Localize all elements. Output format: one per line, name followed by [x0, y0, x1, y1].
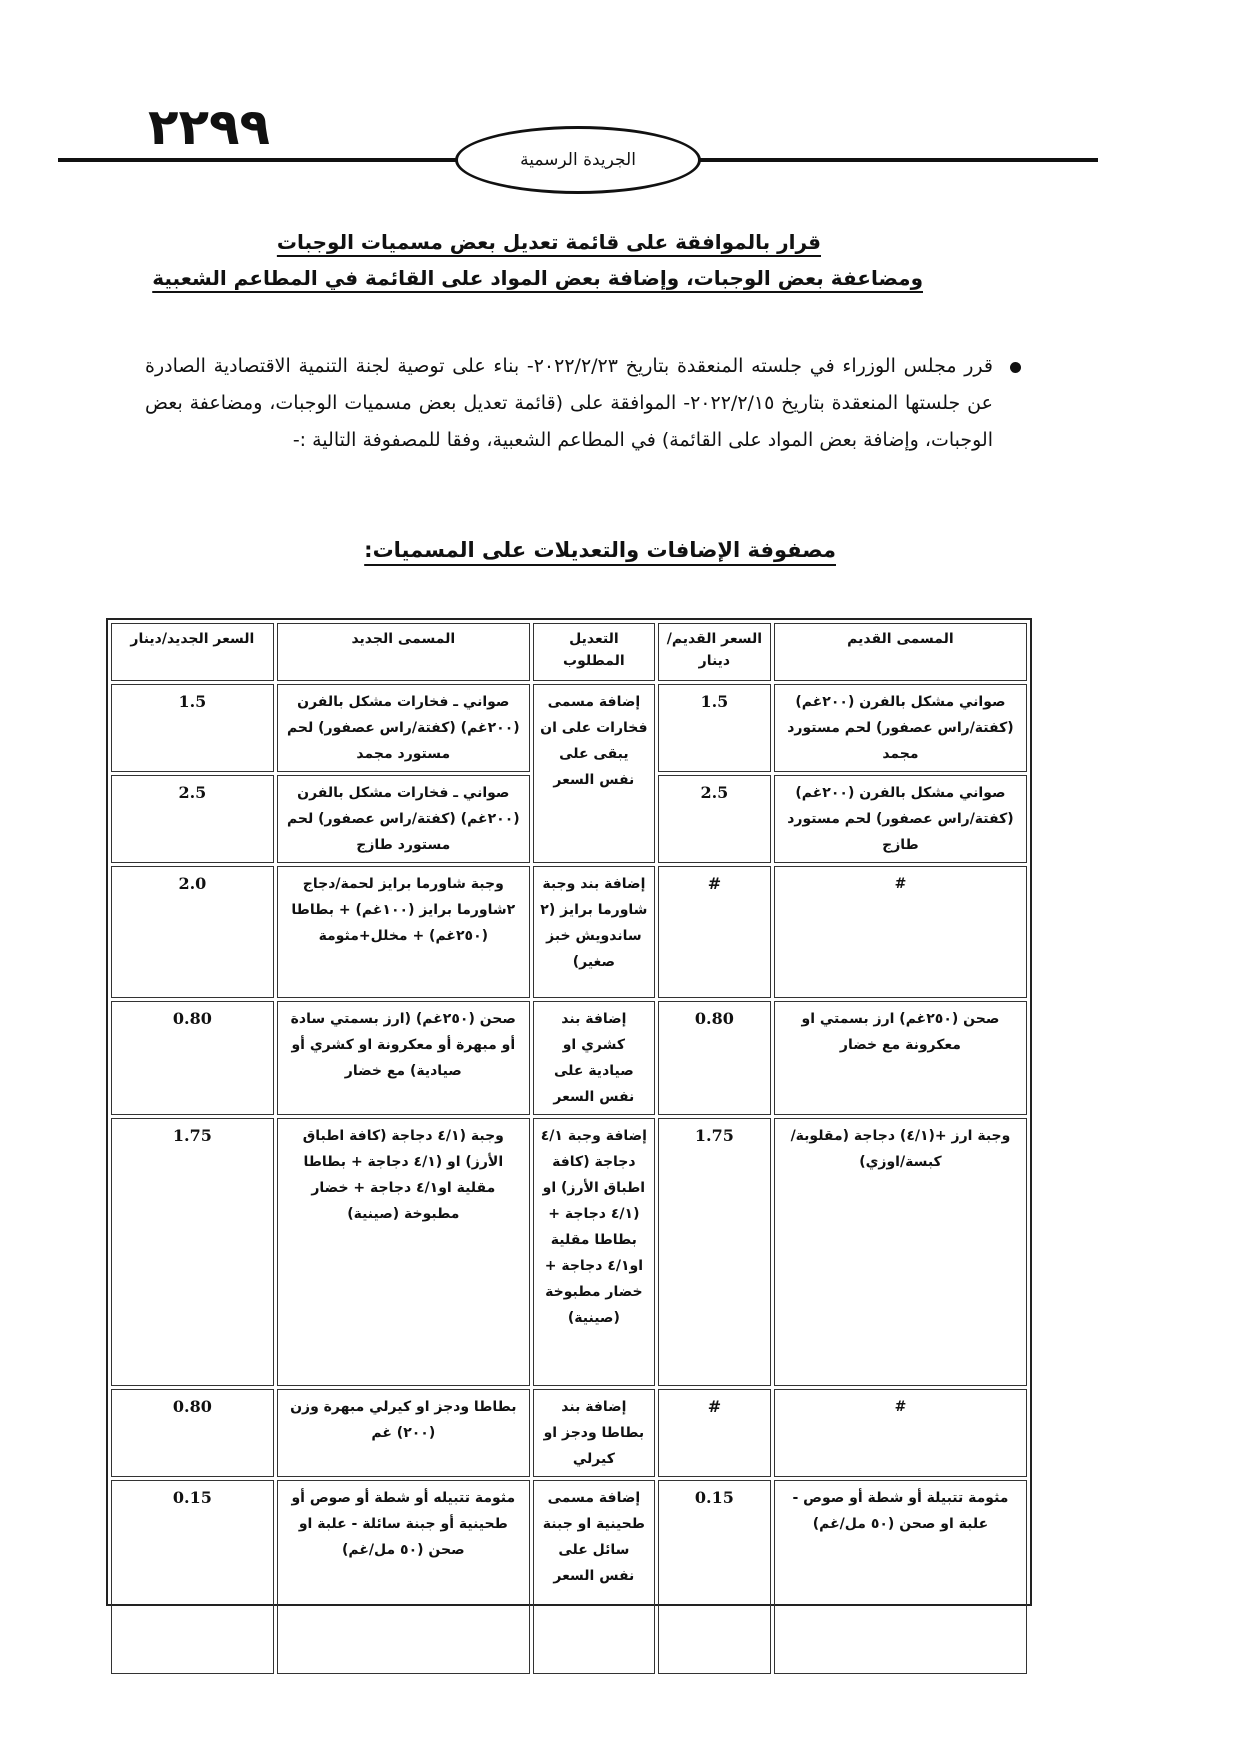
- page-number: ٢٢٩٩: [148, 98, 271, 156]
- cell-change: إضافة مسمى فخارات على ان يبقى على نفس السعر: [533, 684, 655, 863]
- cell-old-name: #: [774, 866, 1027, 998]
- cell-new-price: 0.80: [111, 1001, 274, 1115]
- cell-new-name: وجبة (٤/١ دجاجة (كافة اطباق الأرز) او (٤/١ دجاجة + بطاطا مقلية او٤/١ دجاجة + خضار مطبوخة (صينية): [277, 1118, 530, 1386]
- table-row: [111, 1118, 1027, 1386]
- decision-title-line-1: قرار بالموافقة على قائمة تعديل بعض مسميات الوجبات: [276, 230, 821, 254]
- matrix-header-row: [111, 623, 1027, 681]
- decision-paragraph-text: قرر مجلس الوزراء في جلسته المنعقدة بتاريخ ٢٠٢٢/٢/٢٣- بناء على توصية لجنة التنمية الاقتصادية الصادرة عن جلستها المنعقدة بتاريخ ٢٠٢٢/٢/١٥- الموافقة على (قائمة تعديل بعض مسميات الوجبات، ومضاعفة بعض الوجبات، وإضافة بعض المواد على القائمة) في المطاعم الشعبية، وفقا للمصفوفة التالية :-: [145, 355, 993, 451]
- cell-new-price: 0.80: [111, 1389, 274, 1477]
- cell-old-price: #: [658, 1389, 771, 1477]
- cell-new-price: 2.0: [111, 866, 274, 998]
- cell-change: إضافة بند كشري او صيادية على نفس السعر: [533, 1001, 655, 1115]
- cell-new-name: وجبة شاورما برايز لحمة/دجاج ٢شاورما برايز (١٠٠غم) + بطاطا (٢٥٠غم) + مخلل+مثومة: [277, 866, 530, 998]
- cell-old-name: مثومة تتبيلة أو شطة أو صوص - علبة او صحن (٥٠ مل/غم): [774, 1480, 1027, 1674]
- cell-old-name: صواني مشكل بالفرن (٢٠٠غم) (كفتة/راس عصفور) لحم مستورد طازج: [774, 775, 1027, 863]
- table-row: [111, 1480, 1027, 1674]
- cell-old-name: صحن (٢٥٠غم) ارز بسمتي او معكرونة مع خضار: [774, 1001, 1027, 1115]
- header-old-price: السعر القديم/دينار: [658, 623, 771, 681]
- gazette-name: الجريدة الرسمية: [520, 150, 636, 170]
- cell-change: إضافة مسمى طحينية او جبنة سائل على نفس السعر: [533, 1480, 655, 1674]
- header-new-price: السعر الجديد/دينار: [111, 623, 274, 681]
- cell-old-price: 2.5: [658, 775, 771, 863]
- cell-new-price: 1.75: [111, 1118, 274, 1386]
- decision-title-line-2: ومضاعفة بعض الوجبات، وإضافة بعض المواد على القائمة في المطاعم الشعبية: [152, 266, 923, 290]
- matrix-title: مصفوفة الإضافات والتعديلات على المسميات:: [364, 538, 836, 562]
- cell-new-price: 0.15: [111, 1480, 274, 1674]
- header-old-name: المسمى القديم: [774, 623, 1027, 681]
- cell-old-price: 1.5: [658, 684, 771, 772]
- cell-change: إضافة بند بطاطا ودجز او كيرلي: [533, 1389, 655, 1477]
- cell-new-price: 1.5: [111, 684, 274, 772]
- bullet-icon: [1010, 362, 1021, 373]
- cell-change: إضافة وجبة ٤/١ دجاجة (كافة اطباق الأرز) او (٤/١ دجاجة + بطاطا مقلية او٤/١ دجاجة + خضار مطبوخة (صينية): [533, 1118, 655, 1386]
- cell-old-name: #: [774, 1389, 1027, 1477]
- cell-old-name: وجبة ارز +(٤/١) دجاجة (مقلوبة/كبسة/اوزي): [774, 1118, 1027, 1386]
- cell-old-price: 0.15: [658, 1480, 771, 1674]
- header-new-name: المسمى الجديد: [277, 623, 530, 681]
- cell-new-price: 2.5: [111, 775, 274, 863]
- table-row: [111, 1389, 1027, 1477]
- cell-new-name: صواني ـ فخارات مشكل بالفرن (٢٠٠غم) (كفتة/راس عصفور) لحم مستورد طازج: [277, 775, 530, 863]
- cell-new-name: صواني ـ فخارات مشكل بالفرن (٢٠٠غم) (كفتة/راس عصفور) لحم مستورد مجمد: [277, 684, 530, 772]
- cell-old-price: 0.80: [658, 1001, 771, 1115]
- cell-old-price: 1.75: [658, 1118, 771, 1386]
- table-row: [111, 1001, 1027, 1115]
- decision-paragraph: [145, 348, 993, 459]
- matrix-table: [108, 620, 1030, 1677]
- cell-new-name: صحن (٢٥٠غم) (ارز بسمتي سادة أو مبهرة أو معكرونة او كشري أو صيادية) مع خضار: [277, 1001, 530, 1115]
- cell-new-name: بطاطا ودجز او كيرلي مبهرة وزن (٢٠٠) غم: [277, 1389, 530, 1477]
- cell-old-price: #: [658, 866, 771, 998]
- cell-change: إضافة بند وجبة شاورما برايز (٢ ساندويش خبز صغير): [533, 866, 655, 998]
- table-row: [111, 684, 1027, 772]
- cell-new-name: مثومة تتبيله أو شطة أو صوص أو طحينية أو جبنة سائلة - علبة او صحن (٥٠ مل/غم): [277, 1480, 530, 1674]
- header-change: التعديل المطلوب: [533, 623, 655, 681]
- cell-old-name: صواني مشكل بالفرن (٢٠٠غم) (كفتة/راس عصفور) لحم مستورد مجمد: [774, 684, 1027, 772]
- table-row: [111, 866, 1027, 998]
- gazette-name-badge: [455, 126, 701, 194]
- matrix-table-frame: [106, 618, 1032, 1606]
